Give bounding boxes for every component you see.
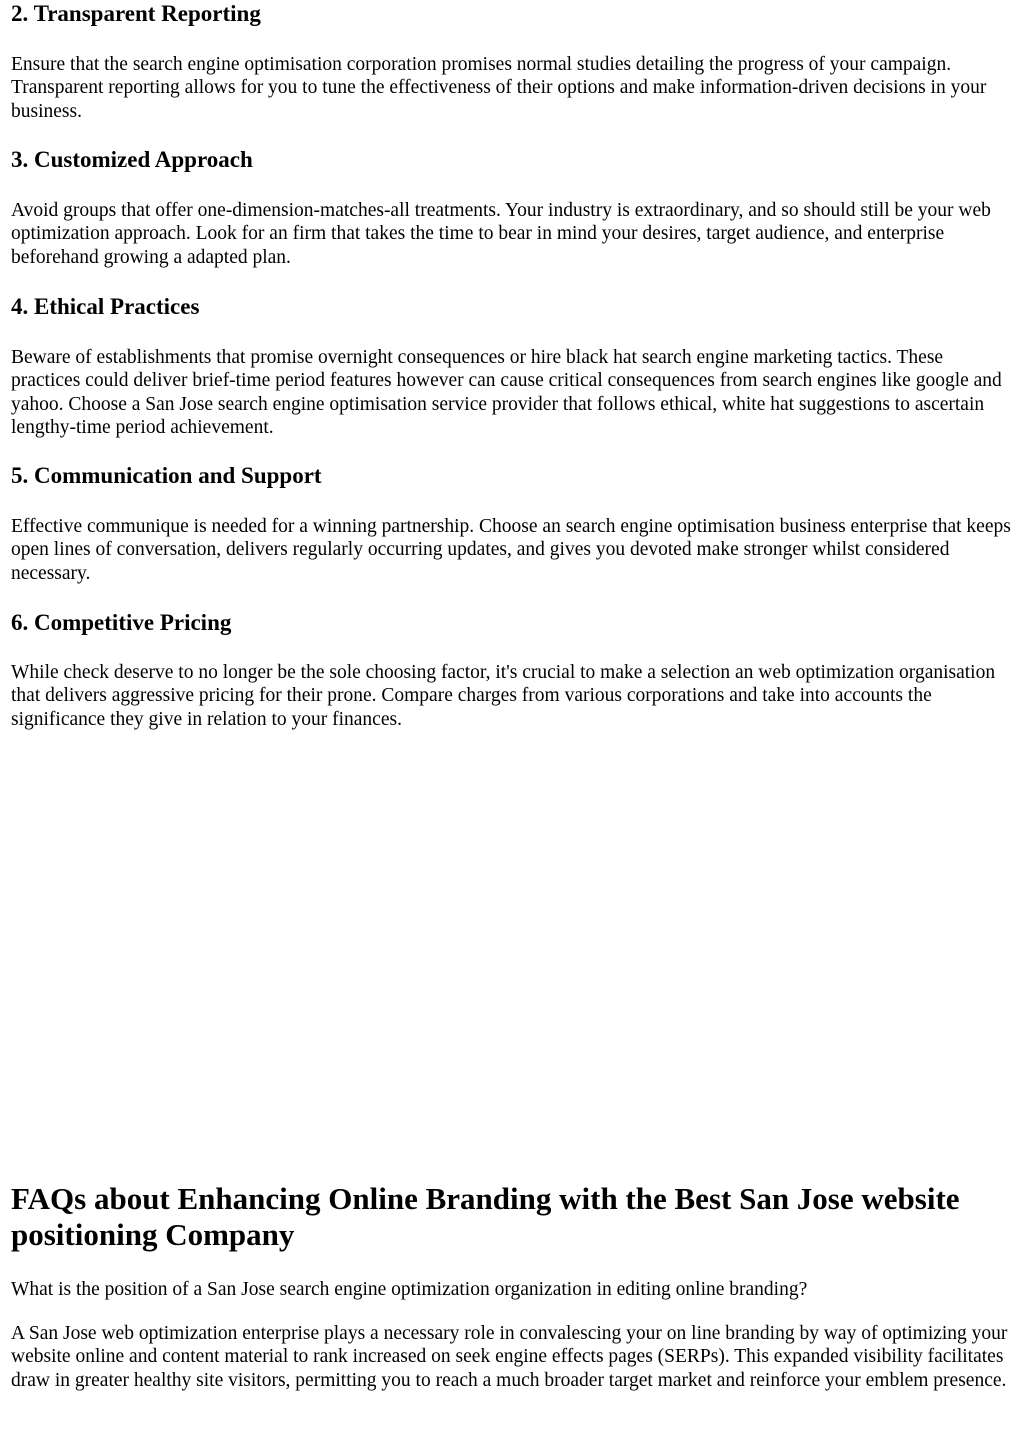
- faq-title: FAQs about Enhancing Online Branding with the Best San Jose website positioning Company: [11, 1181, 960, 1252]
- section-body-transparent-reporting: Ensure that the search engine optimisation corporation promises normal studies detailing the progress of your campaign. Transparent reporting allows for you to tune the effectiveness of their options and make information-driven decisions in your business.: [11, 54, 987, 122]
- section-heading-competitive-pricing: 6. Competitive Pricing: [11, 610, 232, 635]
- section-heading-ethical-practices: 4. Ethical Practices: [11, 294, 200, 319]
- section-body-communication-support: Effective communique is needed for a winning partnership. Choose an search engine optimisation business enterprise that keeps open lines of conversation, delivers regularly occurring updates, and gives you devoted make stronger whilst considered necessary.: [11, 516, 1011, 584]
- section-heading-communication-support: 5. Communication and Support: [11, 463, 322, 488]
- faq-answer: A San Jose web optimization enterprise plays a necessary role in convalescing your on line branding by way of optimizing your website online and content material to rank increased on seek engine effects pages (SERPs). This expanded visibility facilitates draw in greater healthy site visitors, permitting you to reach a much broader target market and reinforce your emblem presence.: [11, 1323, 1008, 1391]
- faq-question: What is the position of a San Jose search engine optimization organization in editing online branding?: [11, 1279, 808, 1300]
- section-body-ethical-practices: Beware of establishments that promise overnight consequences or hire black hat search engine marketing tactics. These practices could deliver brief-time period features however can cause critical consequences from search engines like google and yahoo. Choose a San Jose search engine optimisation service provider that follows ethical, white hat suggestions to ascertain lengthy-time period achievement.: [11, 347, 1002, 438]
- section-body-competitive-pricing: While check deserve to no longer be the sole choosing factor, it's crucial to make a selection an web optimization organisation that delivers aggressive pricing for their prone. Compare charges from various corporations and take into accounts the significance they give in relation to your finances.: [11, 662, 996, 730]
- section-heading-customized-approach: 3. Customized Approach: [11, 147, 253, 172]
- section-heading-transparent-reporting: 2. Transparent Reporting: [11, 1, 261, 26]
- section-body-customized-approach: Avoid groups that offer one-dimension-matches-all treatments. Your industry is extraordinary, and so should still be your web optimization approach. Look for an firm that takes the time to bear in mind your desires, target audience, and enterprise beforehand growing a adapted plan.: [11, 200, 991, 268]
